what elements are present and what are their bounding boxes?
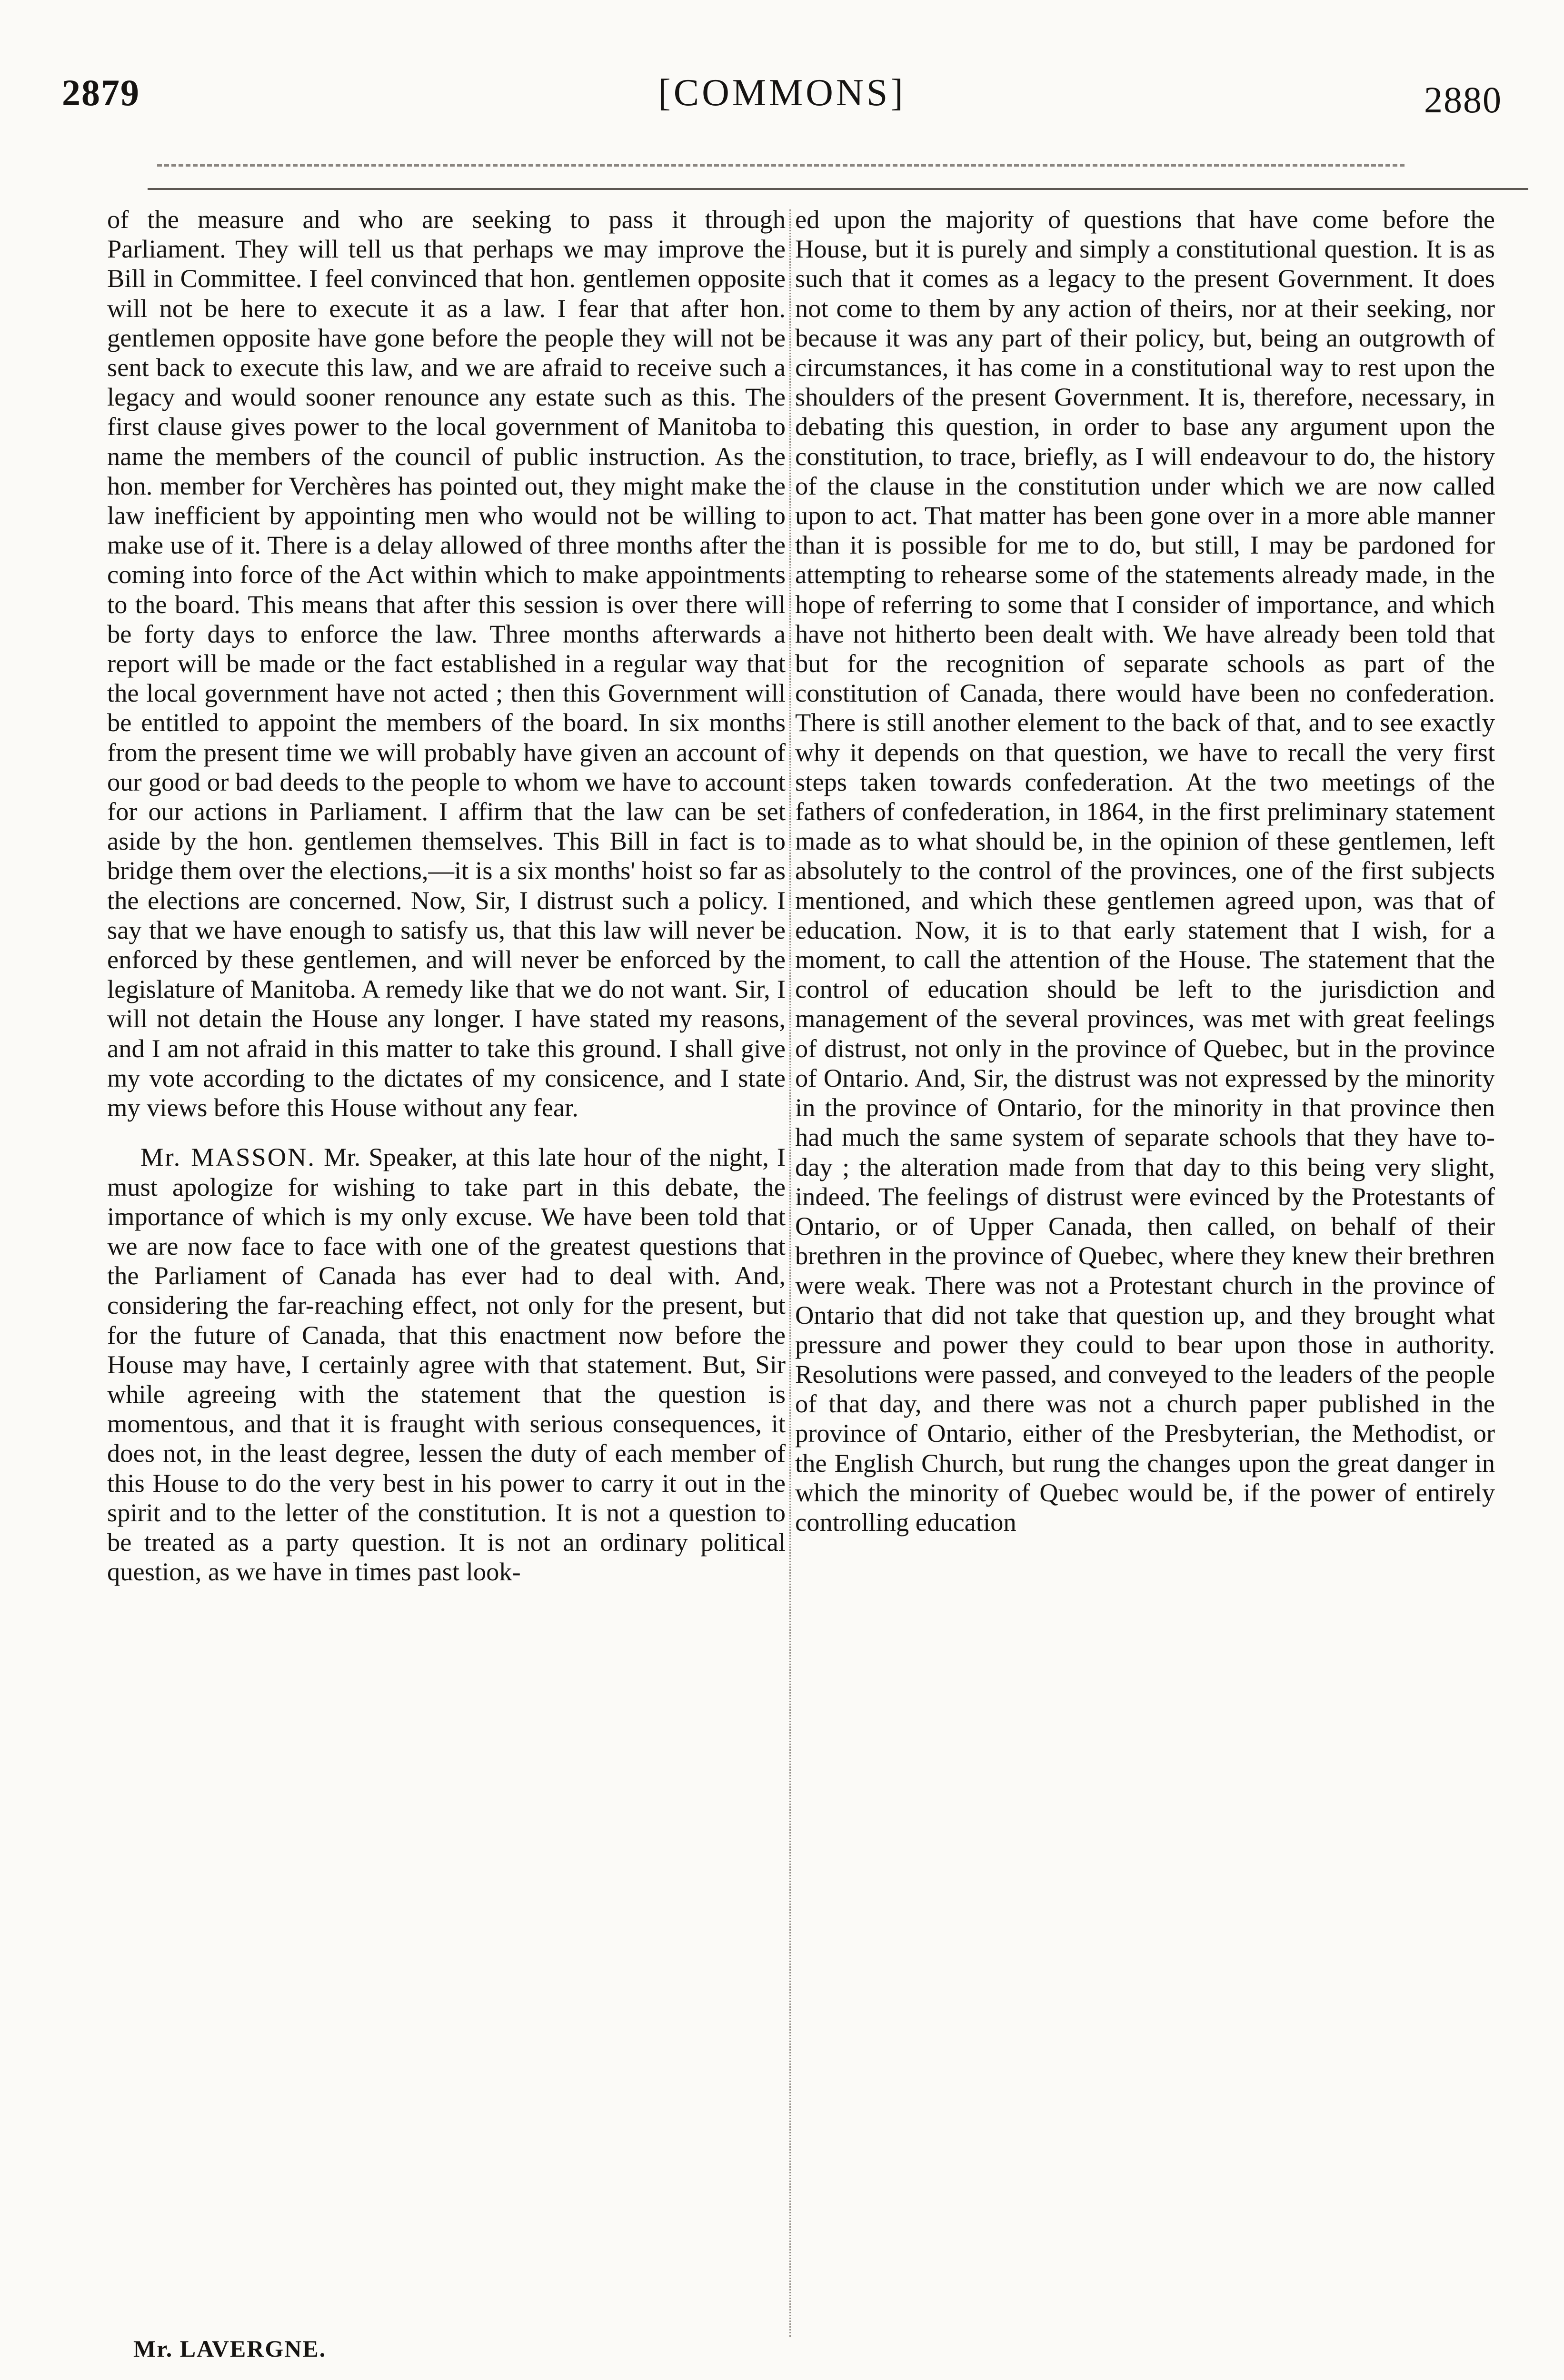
paragraph: ed upon the majority of questions that have come before the House, but it is purely and simply a constitutional question. It is as such that it comes as a legacy to the present Government. It does not come to them by any action of theirs, nor at their seeking, nor because it was any part of their policy, but, being an outgrowth of circumstances, it has come in a constitutional way to rest upon the shoulders of the present Government. It is, therefore, necessary, in debating this question, in order to base any argument upon the constitution, to trace, briefly, as I will endeavour to do, the history of the clause in the constitution under which we are now called upon to act. That matter has been gone over in a more able manner than it is possible for me to do, but still, I may be pardoned for attempting to rehearse some of the statements already made, in the hope of referring to some that I consider of importance, and which have not hitherto been dealt with. We have already been told that but for the recognition of separate schools as part of the constitution of Canada, there would have been no confederation. There is still another element to the back of that, and to see exactly why it depends on that question, we have to recall the very first steps taken towards confederation. At the two meetings of the fathers of confederation, in 1864, in the first preliminary statement made as to what should be, in the opinion of these gentlemen, left absolutely to the control of the provinces, one of the first subjects mentioned, and which these gentlemen agreed upon, was that of education. Now, it is to that early statement that I wish, for a moment, to call the attention of the House. The statement that the control of education should be left to the jurisdiction and management of the several provinces, was met with great feelings of distrust, not only in the province of Quebec, but in the province of Ontario. And, Sir, the distrust was not expressed by the minority in the province of Ontario, for the minority in that province then had much the same system of separate schools that they have to-day ; the alteration made from that day to this being very slight, indeed. The feelings of distrust were evinced by the Protestants of Ontario, or of Upper Canada, then called, on behalf of their brethren in the province of Quebec, where they knew their brethren were weak. There was not a Protestant church in the province of Ontario that did not take that question up, and they brought what pressure and power they could to bear upon those in authority. Resolutions were passed, and conveyed to the leaders of the people of that day, and there was not a church paper published in the province of Ontario, either of the Presbyterian, the Methodist, or the English Church, but rung the changes upon the great danger in which the minority of Quebec would be, if the power of entirely controlling education: [795, 205, 1495, 1537]
paragraph: [107, 1142, 786, 1587]
paragraph: of the measure and who are seeking to pass it through Parliament. They will tell us that perhaps we may improve the Bill in Committee. I feel convinced that hon. gentlemen opposite will not be here to execute it as a law. I fear that after hon. gentlemen opposite have gone before the people they will not be sent back to execute this law, and we are afraid to receive such a legacy and would sooner renounce any estate such as this. The first clause gives power to the local government of Manitoba to name the members of the council of public instruction. As the hon. member for Verchères has pointed out, they might make the law inefficient by appointing men who would not be willing to make use of it. There is a delay allowed of three months after the coming into force of the Act within which to make appointments to the board. This means that after this session is over there will be forty days to enforce the law. Three months afterwards a report will be made or the fact established in a regular way that the local government have not acted ; then this Government will be entitled to appoint the members of the board. In six months from the present time we will probably have given an account of our good or bad deeds to the people to whom we have to account for our actions in Parliament. I affirm that the law can be set aside by the hon. gentlemen themselves. This Bill in fact is to bridge them over the elections,—it is a six months' hoist so far as the elections are concerned. Now, Sir, I distrust such a policy. I say that we have enough to satisfy us, that this law will never be enforced by these gentlemen, and will never be enforced by the legislature of Manitoba. A remedy like that we do not want. Sir, I will not detain the House any longer. I have stated my reasons, and I am not afraid in this matter to take this ground. I shall give my vote according to the dictates of my consicence, and I state my views before this House without any fear.: [107, 205, 786, 1122]
header-rule: [148, 188, 1528, 190]
header-dashed-rule: [157, 164, 1405, 167]
page-header: [0, 0, 1564, 152]
column-divider: [789, 209, 791, 2337]
footer-speaker-name: Mr. LAVERGNE.: [133, 2335, 327, 2362]
page-number-right: 2880: [1424, 79, 1502, 120]
right-column: [795, 205, 1495, 1537]
speech-text: Mr. Speaker, at this late hour of the night, I must apologize for wishing to take part in this debate, the importance of which is my only excuse. We have been told that we are now face to face with one of the greatest questions that the Parliament of Canada has ever had to deal with. And, considering the far-reaching effect, not only for the present, but for the future of Canada, that this enactment now before the House may have, I certainly agree with that statement. But, Sir while agreeing with the statement that the question is momentous, and that it is fraught with serious consequences, it does not, in the least degree, lessen the duty of each member of this House to do the very best in his power to carry it out in the spirit and to the letter of the constitution. It is not a question to be treated as a party question. It is not an ordinary political question, as we have in times past look-: [107, 1142, 786, 1587]
running-title: [COMMONS]: [658, 72, 906, 114]
page-number-left: 2879: [62, 72, 140, 113]
left-column: [107, 205, 786, 1587]
speaker-name: Mr. MASSON.: [140, 1142, 316, 1172]
